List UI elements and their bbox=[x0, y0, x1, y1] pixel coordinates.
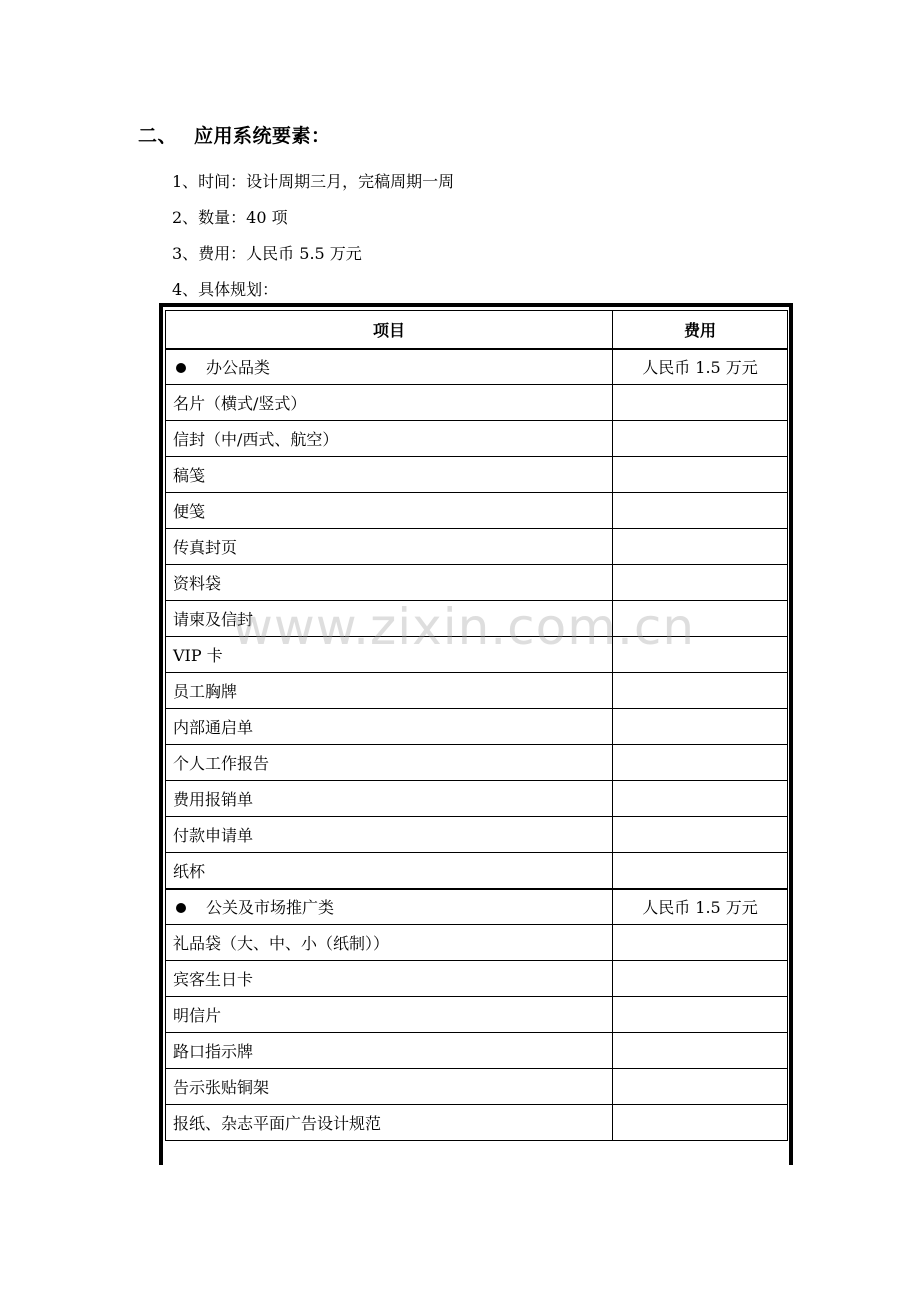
table-row bbox=[166, 385, 788, 421]
item-name: 告示张贴铜架 bbox=[166, 1069, 613, 1105]
detail-time: 1、时间：设计周期三月，完稿周期一周 bbox=[172, 172, 455, 191]
item-cost bbox=[613, 1105, 788, 1141]
item-cost bbox=[613, 745, 788, 781]
table-row bbox=[166, 745, 788, 781]
item-name: 明信片 bbox=[166, 997, 613, 1033]
item-name: 资料袋 bbox=[166, 565, 613, 601]
item-name: 传真封页 bbox=[166, 529, 613, 565]
item-cost bbox=[613, 925, 788, 961]
item-cost bbox=[613, 1033, 788, 1069]
item-cost bbox=[613, 673, 788, 709]
item-name: 便笺 bbox=[166, 493, 613, 529]
item-cost bbox=[613, 565, 788, 601]
item-cost bbox=[613, 709, 788, 745]
item-cost bbox=[613, 493, 788, 529]
item-name: 稿笺 bbox=[166, 457, 613, 493]
item-name: 内部通启单 bbox=[166, 709, 613, 745]
header-item: 项目 bbox=[166, 311, 613, 349]
item-name: 报纸、杂志平面广告设计规范 bbox=[166, 1105, 613, 1141]
item-name: 费用报销单 bbox=[166, 781, 613, 817]
item-cost bbox=[613, 1069, 788, 1105]
table-row bbox=[166, 781, 788, 817]
table-row bbox=[166, 853, 788, 889]
item-name: VIP 卡 bbox=[166, 637, 613, 673]
item-name: 路口指示牌 bbox=[166, 1033, 613, 1069]
item-cost bbox=[613, 385, 788, 421]
item-name: 名片（横式/竖式） bbox=[166, 385, 613, 421]
item-cost bbox=[613, 961, 788, 997]
group-cost: 人民币 1.5 万元 bbox=[613, 889, 788, 925]
table-row bbox=[166, 817, 788, 853]
item-name: 付款申请单 bbox=[166, 817, 613, 853]
item-name: 纸杯 bbox=[166, 853, 613, 889]
item-name: 员工胸牌 bbox=[166, 673, 613, 709]
detail-plan-label: 4、具体规划： bbox=[172, 280, 279, 299]
watermark: www.zixin.com.cn bbox=[232, 598, 696, 656]
item-name: 请柬及信封 bbox=[166, 601, 613, 637]
group-row bbox=[166, 349, 788, 385]
item-cost bbox=[613, 853, 788, 889]
table-row bbox=[166, 1069, 788, 1105]
item-cost bbox=[613, 997, 788, 1033]
detail-quantity: 2、数量：40 项 bbox=[172, 208, 288, 227]
group-name: 公关及市场推广类 bbox=[206, 898, 335, 918]
item-cost bbox=[613, 421, 788, 457]
item-name: 礼品袋（大、中、小（纸制）） bbox=[166, 925, 613, 961]
table-row bbox=[166, 997, 788, 1033]
group-cost: 人民币 1.5 万元 bbox=[613, 349, 788, 385]
item-cost bbox=[613, 529, 788, 565]
item-name: 信封（中/西式、航空） bbox=[166, 421, 613, 457]
item-cost bbox=[613, 817, 788, 853]
group-name: 办公品类 bbox=[206, 358, 271, 378]
section-heading bbox=[138, 121, 331, 148]
group-row bbox=[166, 889, 788, 925]
item-name: 个人工作报告 bbox=[166, 745, 613, 781]
group-name-cell bbox=[166, 349, 613, 385]
table-row bbox=[166, 493, 788, 529]
bullet-icon bbox=[176, 363, 186, 373]
item-name: 宾客生日卡 bbox=[166, 961, 613, 997]
table-row bbox=[166, 421, 788, 457]
table-row bbox=[166, 925, 788, 961]
bullet-icon bbox=[176, 903, 186, 913]
group-name-cell bbox=[166, 889, 613, 925]
table-row bbox=[166, 961, 788, 997]
table-row bbox=[166, 565, 788, 601]
table-row bbox=[166, 1033, 788, 1069]
section-title: 应用系统要素： bbox=[194, 125, 331, 147]
detail-cost: 3、费用：人民币 5.5 万元 bbox=[172, 244, 362, 263]
table-row bbox=[166, 673, 788, 709]
table-row bbox=[166, 529, 788, 565]
table-header-row bbox=[166, 311, 788, 349]
section-number: 二、 bbox=[138, 125, 178, 147]
table-row bbox=[166, 457, 788, 493]
item-cost bbox=[613, 457, 788, 493]
plan-table bbox=[165, 310, 788, 1141]
item-cost bbox=[613, 781, 788, 817]
table-row bbox=[166, 709, 788, 745]
header-cost: 费用 bbox=[613, 311, 788, 349]
table-row bbox=[166, 1105, 788, 1141]
